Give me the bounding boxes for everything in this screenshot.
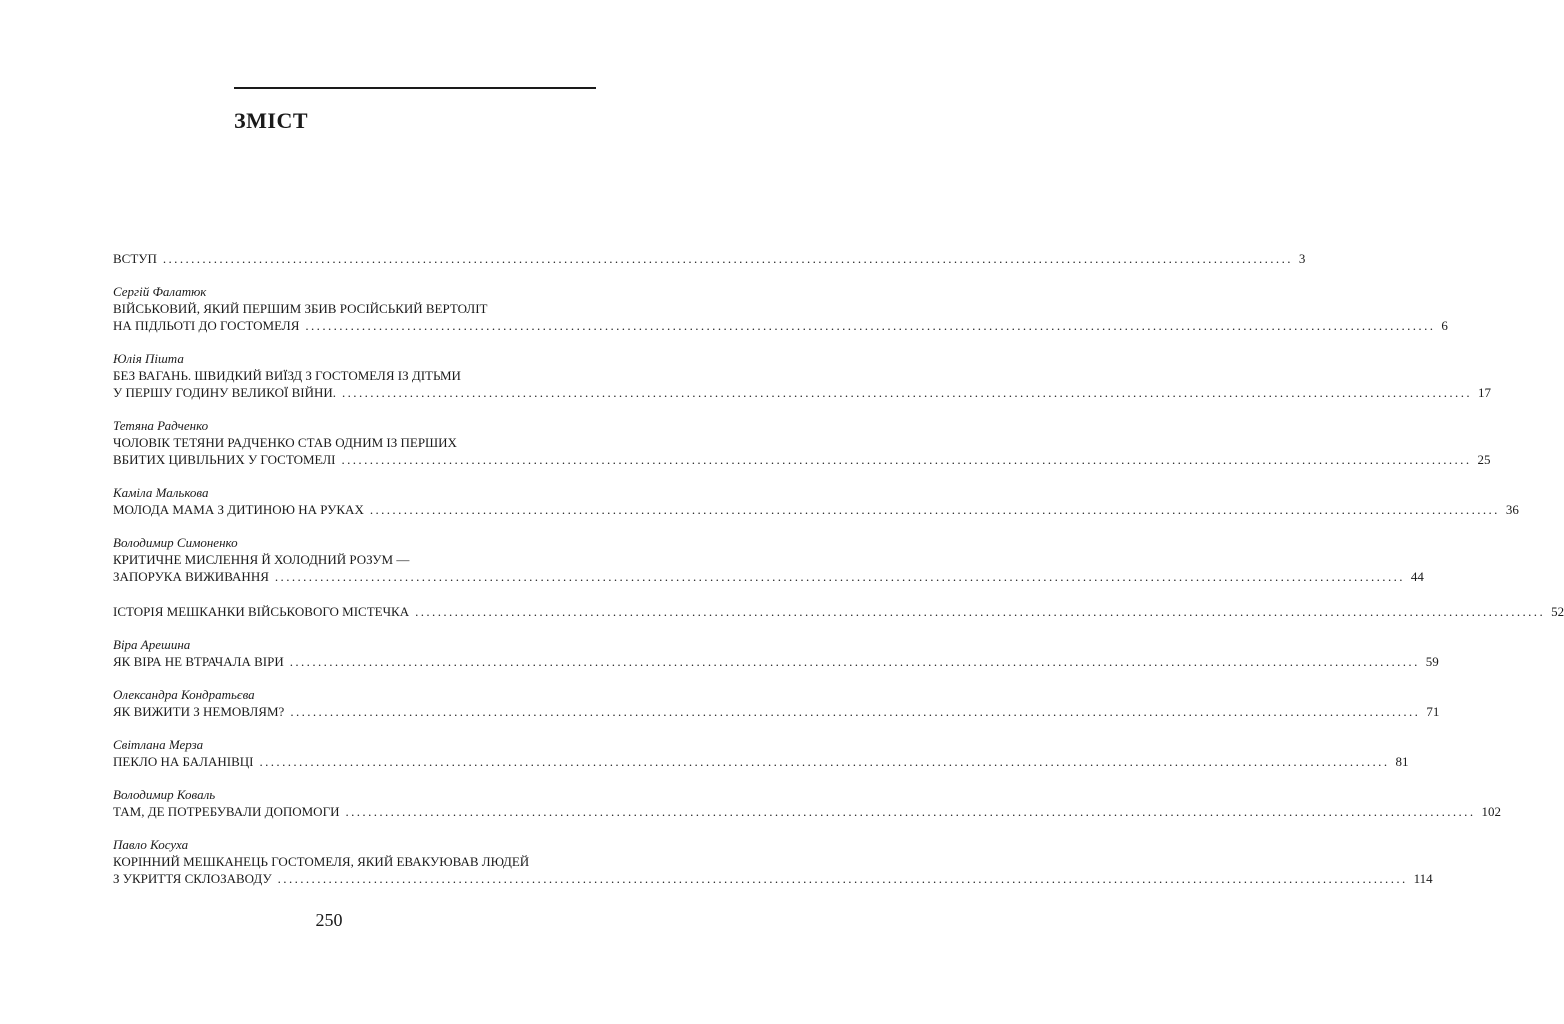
toc-author: Світлана Мерза bbox=[113, 737, 204, 752]
toc-entry bbox=[113, 534, 1424, 585]
toc-author: Юлія Пішта bbox=[113, 351, 184, 366]
toc-title-row bbox=[113, 501, 1519, 518]
toc-title-line: БЕЗ ВАГАНЬ. ШВИДКИЙ ВИЇЗД З ГОСТОМЕЛЯ ІЗ ДІТЬМИ bbox=[113, 368, 461, 383]
toc-entry bbox=[113, 786, 1501, 820]
toc-title-row bbox=[113, 451, 1491, 468]
dot-leader: ........................................................................................................................................................................................................ bbox=[289, 654, 1420, 669]
toc-entry bbox=[113, 484, 1519, 518]
toc-title-row bbox=[113, 653, 1439, 670]
toc-page-number: 17 bbox=[1478, 385, 1491, 400]
dot-leader: ........................................................................................................................................................................................................ bbox=[274, 569, 1405, 584]
toc-author: Олександра Кондратьєва bbox=[113, 687, 255, 702]
dot-leader: ........................................................................................................................................................................................................ bbox=[415, 604, 1546, 619]
toc-author: Павло Косуха bbox=[113, 837, 189, 852]
dot-leader: ........................................................................................................................................................................................................ bbox=[305, 318, 1436, 333]
dot-leader: ........................................................................................................................................................................................................ bbox=[162, 251, 1293, 266]
toc-page-number: 36 bbox=[1505, 502, 1519, 517]
toc-title-line: КРИТИЧНЕ МИСЛЕННЯ Й ХОЛОДНИЙ РОЗУМ — bbox=[113, 552, 410, 567]
dot-leader: ........................................................................................................................................................................................................ bbox=[345, 804, 1476, 819]
page-title: ЗМІСТ bbox=[234, 108, 308, 133]
table-of-contents bbox=[113, 250, 1564, 887]
toc-entry bbox=[113, 686, 1440, 720]
dot-leader: ........................................................................................................................................................................................................ bbox=[342, 385, 1472, 400]
toc-author: Володимир Коваль bbox=[113, 787, 216, 802]
toc-title-line: НА ПІДЛЬОТІ ДО ГОСТОМЕЛЯ bbox=[113, 318, 300, 333]
toc-entry bbox=[113, 417, 1491, 468]
toc-author: Віра Арешина bbox=[113, 637, 191, 652]
dot-leader: ........................................................................................................................................................................................................ bbox=[369, 502, 1500, 517]
toc-title-line: ТАМ, ДЕ ПОТРЕБУВАЛИ ДОПОМОГИ bbox=[113, 804, 340, 819]
toc-page-number: 6 bbox=[1441, 318, 1448, 333]
toc-title-line: КОРІННИЙ МЕШКАНЕЦЬ ГОСТОМЕЛЯ, ЯКИЙ ЕВАКУЮВАВ ЛЮДЕЙ bbox=[113, 854, 530, 869]
toc-title-line: ВСТУП bbox=[113, 251, 157, 266]
toc-title-line: ВБИТИХ ЦИВІЛЬНИХ У ГОСТОМЕЛІ bbox=[113, 452, 336, 467]
toc-author: Каміла Малькова bbox=[113, 485, 209, 500]
dot-leader: ........................................................................................................................................................................................................ bbox=[290, 704, 1421, 719]
page-number: 250 bbox=[315, 910, 343, 930]
toc-title-row bbox=[113, 753, 1409, 770]
toc-entry bbox=[113, 736, 1409, 770]
toc-page-number: 44 bbox=[1410, 569, 1424, 584]
toc-title-line: З УКРИТТЯ СКЛОЗАВОДУ bbox=[113, 871, 272, 886]
dot-leader: ........................................................................................................................................................................................................ bbox=[277, 871, 1408, 886]
toc-title-row bbox=[113, 568, 1424, 585]
toc-title-line: ЯК ВИЖИТИ З НЕМОВЛЯМ? bbox=[113, 704, 285, 719]
toc-page-number: 52 bbox=[1551, 604, 1564, 619]
toc-page-number: 114 bbox=[1413, 871, 1433, 886]
toc-page-number: 102 bbox=[1481, 804, 1501, 819]
toc-title-line: ПЕКЛО НА БАЛАНІВЦІ bbox=[113, 754, 254, 769]
toc-author: Тетяна Радченко bbox=[113, 418, 209, 433]
toc-title-line: ЧОЛОВІК ТЕТЯНИ РАДЧЕНКО СТАВ ОДНИМ ІЗ ПЕРШИХ bbox=[113, 435, 457, 450]
toc-page-number: 25 bbox=[1477, 452, 1491, 467]
toc-title-line: ЯК ВІРА НЕ ВТРАЧАЛА ВІРИ bbox=[113, 654, 284, 669]
toc-title-row bbox=[113, 703, 1440, 720]
toc-author: Володимир Симоненко bbox=[113, 535, 238, 550]
toc-title-line: ІСТОРІЯ МЕШКАНКИ ВІЙСЬКОВОГО МІСТЕЧКА bbox=[113, 604, 410, 619]
toc-author: Сергій Фалатюк bbox=[113, 284, 207, 299]
toc-title-row bbox=[113, 870, 1433, 887]
toc-entry bbox=[113, 283, 1448, 334]
toc-page-number: 3 bbox=[1298, 251, 1306, 266]
dot-leader: ........................................................................................................................................................................................................ bbox=[259, 754, 1390, 769]
toc-page-number: 59 bbox=[1425, 654, 1439, 669]
toc-title-row bbox=[113, 250, 1306, 267]
toc-title-line: У ПЕРШУ ГОДИНУ ВЕЛИКОЇ ВІЙНИ. bbox=[113, 385, 336, 400]
toc-entry bbox=[113, 350, 1491, 401]
toc-title-row bbox=[113, 603, 1564, 620]
top-rule bbox=[234, 87, 596, 89]
toc-entry bbox=[113, 250, 1306, 267]
toc-title-line: ВІЙСЬКОВИЙ, ЯКИЙ ПЕРШИМ ЗБИВ РОСІЙСЬКИЙ ВЕРТОЛІТ bbox=[113, 301, 488, 316]
toc-title-line: МОЛОДА МАМА З ДИТИНОЮ НА РУКАХ bbox=[113, 502, 364, 517]
toc-title-row bbox=[113, 803, 1501, 820]
dot-leader: ........................................................................................................................................................................................................ bbox=[341, 452, 1472, 467]
toc-title-row bbox=[113, 384, 1491, 401]
toc-title-row bbox=[113, 317, 1448, 334]
toc-page-number: 71 bbox=[1426, 704, 1440, 719]
toc-entry bbox=[113, 636, 1439, 670]
toc-title-line: ЗАПОРУКА ВИЖИВАННЯ bbox=[113, 569, 269, 584]
toc-entry bbox=[113, 836, 1433, 887]
toc-entry bbox=[113, 603, 1564, 620]
toc-page-number: 81 bbox=[1395, 754, 1409, 769]
